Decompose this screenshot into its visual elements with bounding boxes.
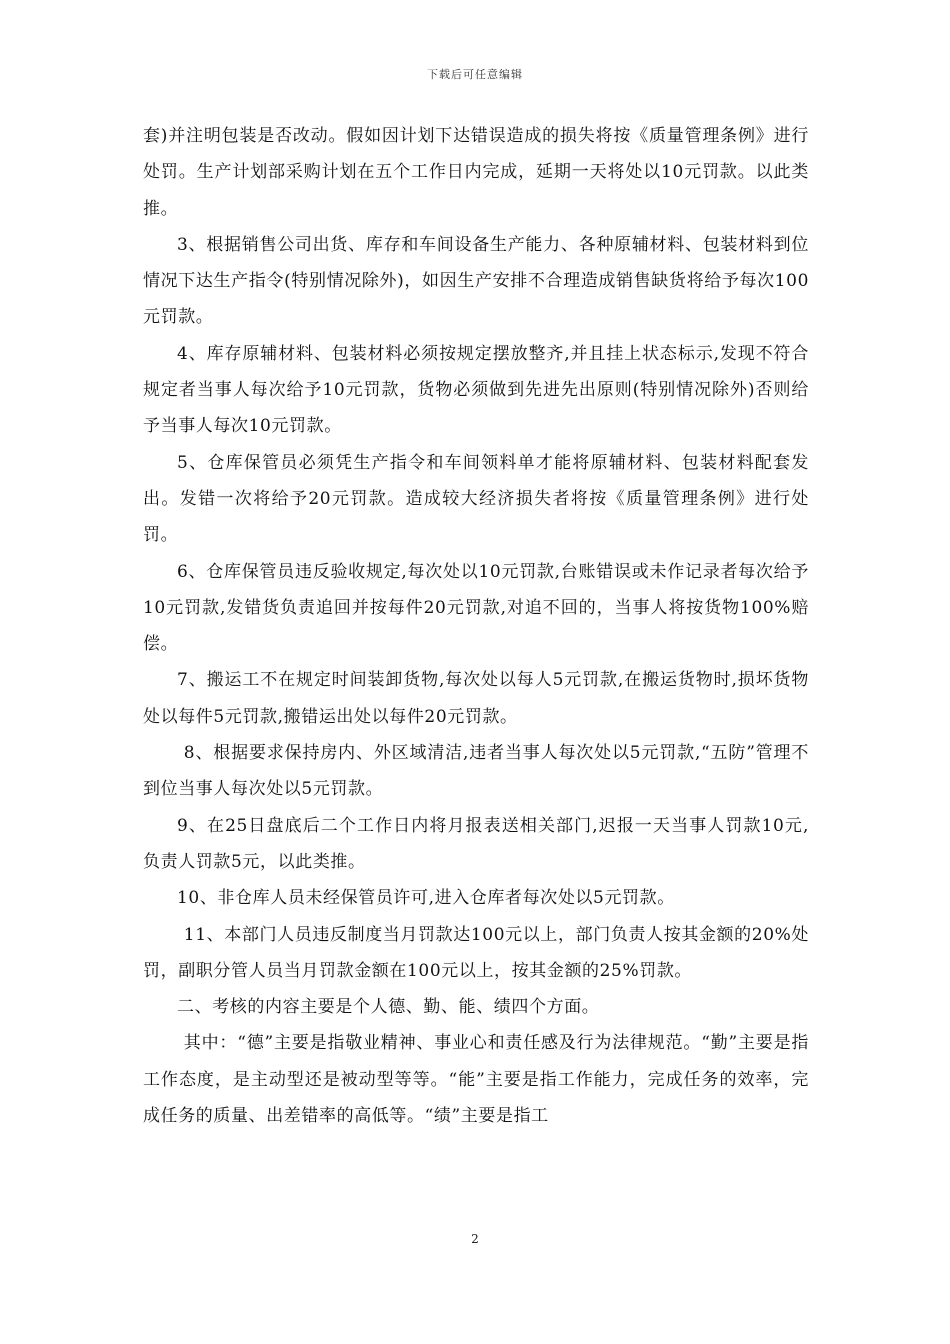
paragraph-item-4: 4、库存原辅材料、包装材料必须按规定摆放整齐,并且挂上状态标示,发现不符合规定者当事人每次给予10元罚款，货物必须做到先进先出原则(特别情况除外)否则给予当事人每次10元罚款。 <box>143 343 809 437</box>
paragraph-item-5: 5、仓库保管员必须凭生产指令和车间领料单才能将原辅材料、包装材料配套发出。发错一次将给予20元罚款。造成较大经济损失者将按《质量管理条例》进行处罚。 <box>143 452 809 546</box>
paragraph-assessment-details: 其中：“德”主要是指敬业精神、事业心和责任感及行为法律规范。“勤”主要是指工作态度，是主动型还是被动型等等。“能”主要是指工作能力，完成任务的效率，完成任务的质量、出差错率的高低等。“绩”主要是指工 <box>143 1033 809 1127</box>
paragraph-item-9: 9、在25日盘底后二个工作日内将月报表送相关部门,迟报一天当事人罚款10元,负责人罚款5元，以此类推。 <box>143 815 809 872</box>
paragraph-item-10: 10、非仓库人员未经保管员许可,进入仓库者每次处以5元罚款。 <box>177 888 675 909</box>
paragraph-item-11: 11、本部门人员违反制度当月罚款达100元以上，部门负责人按其金额的20%处罚，副职分管人员当月罚款金额在100元以上，按其金额的25%罚款。 <box>143 924 809 981</box>
page-number: 2 <box>471 1232 479 1246</box>
document-body <box>143 118 809 1134</box>
page-header: 下载后可任意编辑 <box>427 68 523 81</box>
paragraph-item-3: 3、根据销售公司出货、库存和车间设备生产能力、各种原辅材料、包装材料到位情况下达生产指令(特别情况除外)，如因生产安排不合理造成销售缺货将给予每次100元罚款。 <box>143 234 809 328</box>
paragraph-continuation: 套)并注明包装是否改动。假如因计划下达错误造成的损失将按《质量管理条例》进行处罚。生产计划部采购计划在五个工作日内完成，延期一天将处以10元罚款。以此类推。 <box>143 126 809 219</box>
paragraph-item-6: 6、仓库保管员违反验收规定,每次处以10元罚款,台账错误或未作记录者每次给予10元罚款,发错货负责追回并按每件20元罚款,对追不回的，当事人将按货物100%赔偿。 <box>143 561 809 655</box>
paragraph-item-8: 8、根据要求保持房内、外区域清洁,违者当事人每次处以5元罚款,“五防”管理不到位当事人每次处以5元罚款。 <box>143 743 809 800</box>
paragraph-item-7: 7、搬运工不在规定时间装卸货物,每次处以每人5元罚款,在搬运货物时,损坏货物处以每件5元罚款,搬错运出处以每件20元罚款。 <box>143 670 809 727</box>
section-heading-assessment: 二、考核的内容主要是个人德、勤、能、绩四个方面。 <box>177 997 600 1018</box>
